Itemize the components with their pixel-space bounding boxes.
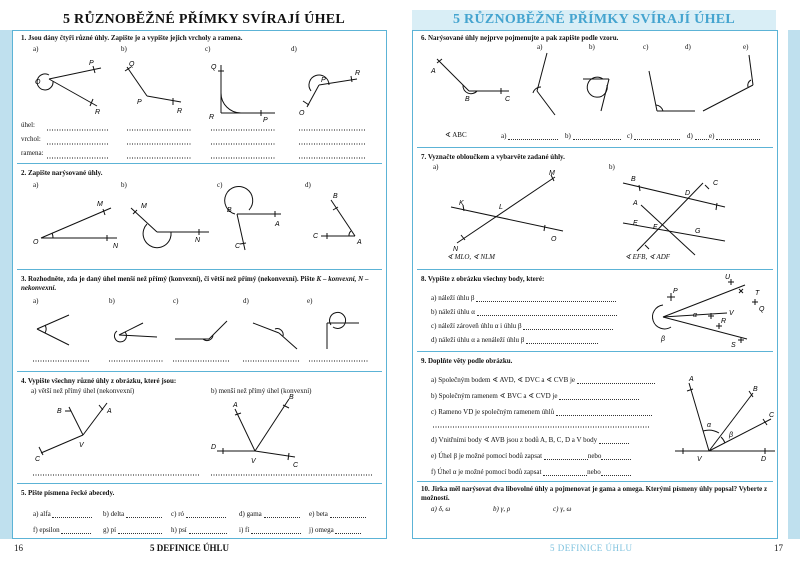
answer-blank[interactable]	[523, 321, 613, 330]
ex3-angle-a	[37, 315, 69, 345]
svg-text:β: β	[661, 336, 665, 343]
ex6-answer-letter: e)	[709, 132, 715, 140]
ex8-item-label: d) náleží úhlu α a nenáleží úhlu β	[431, 336, 525, 344]
svg-text:A: A	[689, 376, 694, 383]
ex4-part-a: a) větší než přímý úhel (nekonvexní)	[31, 387, 135, 395]
ex6-angle-a	[533, 53, 555, 115]
separator	[417, 351, 773, 352]
separator	[17, 483, 382, 484]
answer-blank[interactable]	[543, 467, 587, 476]
svg-text:M: M	[141, 203, 147, 210]
ex4-figure-b	[217, 399, 295, 460]
svg-text:Q: Q	[129, 61, 135, 68]
svg-text:P: P	[321, 77, 326, 84]
svg-text:V: V	[697, 456, 702, 463]
greek-label: d) gama	[239, 510, 262, 518]
ex4-answer-lines[interactable]	[13, 473, 386, 483]
greek-label: e) beta	[309, 510, 328, 518]
ex10-option[interactable]: c) γ, ω	[553, 505, 572, 513]
answer-blank[interactable]	[601, 467, 631, 476]
exercise-3	[21, 275, 378, 293]
greek-label: c) ró	[171, 510, 185, 518]
left-header: 5 RŮZNOBĚŽNÉ PŘÍMKY SVÍRAJÍ ÚHEL	[62, 12, 346, 27]
svg-text:D: D	[211, 444, 217, 451]
ex6-answer-letter: a)	[501, 132, 507, 140]
ex10-option[interactable]: b) γ, ρ	[493, 505, 511, 513]
exercise-2	[21, 169, 378, 178]
svg-text:T: T	[755, 290, 760, 297]
greek-item[interactable]	[309, 525, 361, 534]
answer-blank[interactable]	[52, 509, 92, 518]
ex9-item-label: c) Rameno VD je společným ramenem úhlů	[431, 408, 555, 416]
answer-blank[interactable]	[335, 525, 361, 534]
ex6-angle-c	[649, 71, 695, 111]
ex1-letter-c: c)	[205, 45, 211, 53]
ex3-letter-c: c)	[173, 297, 179, 305]
svg-text:O: O	[299, 110, 305, 117]
greek-item[interactable]	[33, 525, 91, 534]
exercise-9-title: 9. Doplňte věty podle obrázku.	[421, 357, 513, 365]
svg-text:B: B	[465, 96, 470, 103]
ex1-row-label: úhel:	[21, 121, 35, 129]
answer-blank[interactable]	[556, 407, 652, 416]
ex9-nebo: nebo	[587, 452, 602, 460]
svg-text:B: B	[227, 207, 232, 214]
ex8-item-label: a) náleží úhlu β	[431, 294, 475, 302]
exercise-4-title: 4. Vypište všechny různé úhly z obrázku, které jsou:	[21, 377, 177, 385]
greek-label: g) pí	[103, 526, 117, 534]
separator	[417, 269, 773, 270]
greek-item[interactable]	[239, 509, 300, 518]
separator	[17, 163, 382, 164]
ex2-letter-a: a)	[33, 181, 39, 189]
svg-text:E: E	[633, 220, 638, 227]
svg-text:R: R	[95, 109, 101, 116]
answer-blank[interactable]	[544, 451, 588, 460]
ex6-answer-letter: c)	[627, 132, 633, 140]
svg-text:A: A	[107, 408, 112, 415]
answer-blank[interactable]	[508, 131, 558, 140]
ex1-figures	[13, 51, 386, 131]
answer-blank[interactable]	[695, 131, 709, 140]
greek-label: h) psí	[171, 526, 187, 534]
ex2-angle-d	[321, 200, 355, 239]
exercise-5-title: 5. Pište písmena řecké abecedy.	[21, 489, 115, 497]
svg-text:O: O	[35, 79, 41, 86]
greek-label: a) alfa	[33, 510, 51, 518]
ex10-option[interactable]: a) δ, ω	[431, 505, 451, 513]
svg-text:B: B	[57, 408, 62, 415]
svg-text:C: C	[713, 180, 719, 187]
svg-text:M: M	[97, 201, 103, 208]
svg-text:N: N	[195, 237, 201, 244]
ex1-angle-a	[37, 66, 101, 106]
ex8-item[interactable]	[431, 307, 617, 316]
ex4-figure-a	[39, 403, 107, 455]
exercise-10	[421, 485, 769, 503]
ex3-angle-d	[253, 323, 297, 349]
ex1-row-label: vrchol:	[21, 135, 41, 143]
ex6-answer[interactable]	[565, 131, 621, 140]
ex6-letter-e: e)	[743, 43, 749, 51]
left-page-number: 16	[14, 543, 23, 553]
svg-text:S: S	[731, 342, 736, 349]
answer-blank[interactable]	[599, 435, 629, 444]
ex9-item[interactable]	[431, 407, 652, 416]
ex1-row-label: ramena:	[21, 149, 44, 157]
exercise-5	[21, 489, 378, 498]
greek-item[interactable]	[171, 525, 227, 534]
greek-item[interactable]	[171, 509, 226, 518]
svg-text:P: P	[263, 117, 268, 124]
answer-blank[interactable]	[559, 391, 639, 400]
greek-label: b) delta	[103, 510, 125, 518]
left-margin-band	[0, 30, 12, 539]
ex1-angle-b	[125, 67, 181, 105]
answer-blank[interactable]	[126, 509, 162, 518]
ex3-title-k: K – konvexní,	[316, 275, 357, 283]
svg-text:C: C	[505, 96, 511, 103]
answer-blank[interactable]	[118, 525, 162, 534]
svg-text:A: A	[633, 200, 638, 207]
svg-text:V: V	[251, 458, 256, 465]
ex2-letter-d: d)	[305, 181, 311, 189]
ex9-item[interactable]	[431, 451, 631, 460]
answer-blank[interactable]	[189, 525, 227, 534]
ex6-example-label: ∢ ABC	[445, 131, 467, 139]
ex6-figures	[413, 49, 777, 129]
svg-text:R: R	[721, 318, 727, 325]
svg-text:D: D	[685, 190, 691, 197]
svg-text:D: D	[761, 456, 767, 463]
answer-blank[interactable]	[601, 451, 631, 460]
ex8-item[interactable]	[431, 293, 616, 302]
svg-text:A: A	[431, 68, 436, 75]
ex6-letter-b: b)	[589, 43, 595, 51]
ex6-answer-letter: d)	[687, 132, 693, 140]
svg-text:P: P	[89, 60, 94, 67]
ex8-item-label: c) náleží zároveň úhlu α i úhlu β	[431, 322, 522, 330]
ex6-letter-a: a)	[537, 43, 543, 51]
exercise-2-title: 2. Zapište narýsované úhly.	[21, 169, 103, 177]
svg-text:C: C	[313, 233, 319, 240]
svg-text:R: R	[177, 108, 183, 115]
exercise-8-title: 8. Vypište z obrázku všechny body, které:	[421, 275, 545, 283]
ex3-angle-e	[327, 312, 359, 349]
answer-blank[interactable]	[634, 131, 680, 140]
svg-text:C: C	[35, 456, 41, 463]
ex3-angle-b	[114, 323, 157, 342]
ex3-title-n: N – nekonvexní.	[21, 275, 369, 292]
ex7-letter-b: b)	[609, 163, 615, 171]
exercise-9	[421, 357, 769, 366]
ex6-answer[interactable]	[687, 131, 709, 140]
svg-text:Q: Q	[759, 306, 765, 313]
exercise-10-title: 10. Jirka měl narýsovat dva libovolné úhly a pojmenovat je gama a omega. Kterými písmeny úhly popsal? Vyberte z možností.	[421, 485, 768, 502]
svg-text:B: B	[333, 193, 338, 200]
ex9-item[interactable]	[431, 391, 639, 400]
ex6-letter-c: c)	[643, 43, 649, 51]
ex3-letter-a: a)	[33, 297, 39, 305]
right-page-number: 17	[774, 543, 783, 553]
ex9-item-label: e) Úhel β je možné pomocí bodů zapsat	[431, 452, 543, 460]
svg-text:B: B	[289, 394, 294, 401]
ex6-answer[interactable]	[627, 131, 680, 140]
svg-text:N: N	[453, 246, 459, 253]
greek-item[interactable]	[103, 509, 162, 518]
ex7-caption-a: ∢ MLO, ∢ NLM	[447, 253, 495, 261]
ex2-angle-c	[225, 187, 281, 250]
svg-text:V: V	[79, 442, 84, 449]
right-margin-band	[788, 30, 800, 539]
svg-text:P: P	[673, 288, 678, 295]
answer-blank[interactable]	[477, 307, 617, 316]
ex3-letter-e: e)	[307, 297, 313, 305]
greek-item[interactable]	[33, 509, 92, 518]
ex9-item-label: f) Úhel α je možné pomocí bodů zapsat	[431, 468, 542, 476]
ex3-letter-d: d)	[243, 297, 249, 305]
left-frame	[12, 30, 387, 539]
svg-text:β: β	[729, 432, 733, 439]
svg-text:L: L	[499, 204, 503, 211]
ex1-answer-lines[interactable]	[13, 121, 386, 161]
ex4-part-b: b) menší než přímý úhel (konvexní)	[211, 387, 312, 395]
svg-text:M: M	[549, 170, 555, 177]
ex9-item-label: b) Společným ramenem ∢ BVC a ∢ CVD je	[431, 392, 558, 400]
exercise-6	[421, 34, 769, 43]
separator	[417, 481, 773, 482]
right-footer: 5 DEFINICE ÚHLU	[550, 543, 633, 553]
svg-text:C: C	[235, 243, 241, 250]
exercise-4	[21, 377, 378, 386]
ex3-angle-c	[175, 321, 227, 341]
svg-text:C: C	[769, 412, 775, 419]
ex6-angle-b	[583, 77, 609, 111]
svg-text:O: O	[33, 239, 39, 246]
exercise-7-title: 7. Vyznačte obloučkem a vybarvěte zadané úhly.	[421, 153, 565, 161]
left-footer: 5 DEFINICE ÚHLU	[150, 543, 230, 553]
ex9-item-label: d) Vnitřními body ∢ AVB jsou z bodů A, B, C, D a V body	[431, 436, 598, 444]
ex3-figures	[13, 301, 386, 361]
ex9-item-label: a) Společným bodem ∢ AVD, ∢ DVC a ∢ CVB je	[431, 376, 576, 384]
svg-text:A: A	[357, 239, 362, 246]
ex6-angle-d	[703, 55, 753, 111]
exercise-6-title: 6. Narýsované úhly nejprve pojmenujte a pak zapište podle vzoru.	[421, 34, 619, 42]
svg-text:α: α	[693, 312, 697, 319]
ex1-letter-a: a)	[33, 45, 39, 53]
ex7-figure-a	[451, 175, 563, 243]
ex9-item[interactable]	[431, 467, 631, 476]
answer-blank[interactable]	[577, 375, 655, 384]
ex3-letter-b: b)	[109, 297, 115, 305]
ex2-letter-b: b)	[121, 181, 127, 189]
answer-blank[interactable]	[476, 293, 616, 302]
ex8-figure	[655, 275, 775, 355]
greek-item[interactable]	[239, 525, 301, 534]
svg-text:B: B	[631, 176, 636, 183]
separator	[17, 269, 382, 270]
ex6-answer[interactable]	[709, 131, 760, 140]
svg-text:N: N	[113, 243, 119, 250]
svg-text:R: R	[355, 70, 361, 77]
ex2-angle-a	[41, 208, 117, 241]
ex9-item[interactable]	[431, 435, 629, 444]
ex6-answer-letter: b)	[565, 132, 571, 140]
svg-text:A: A	[233, 402, 238, 409]
svg-text:F: F	[653, 224, 658, 231]
ex7-letter-a: a)	[433, 163, 439, 171]
ex4-figures	[13, 391, 386, 471]
exercise-1-title: 1. Jsou dány čtyři různé úhly. Zapište je a vypište jejich vrcholy a ramena.	[21, 34, 243, 42]
svg-text:A: A	[275, 221, 280, 228]
ex1-angle-c	[218, 65, 275, 116]
greek-label: j) omega	[309, 526, 334, 534]
greek-label: f) epsilon	[33, 526, 60, 534]
ex1-letter-d: d)	[291, 45, 297, 53]
answer-blank[interactable]	[264, 509, 300, 518]
greek-label: i) fí	[239, 526, 250, 534]
right-header: 5 RŮZNOBĚŽNÉ PŘÍMKY SVÍRAJÍ ÚHEL	[412, 10, 776, 30]
ex3-answer-lines[interactable]	[13, 357, 386, 367]
answer-blank[interactable]	[330, 509, 366, 518]
ex1-letter-b: b)	[121, 45, 127, 53]
ex2-figures	[13, 186, 386, 266]
ex6-example-angle	[437, 59, 509, 94]
svg-text:O: O	[551, 236, 557, 243]
right-page	[400, 0, 800, 567]
exercise-3-title	[21, 275, 378, 293]
ex7-figure-b	[623, 183, 725, 255]
svg-text:R: R	[209, 114, 215, 121]
ex8-item[interactable]	[431, 321, 613, 330]
separator	[417, 147, 773, 148]
svg-text:C: C	[293, 462, 299, 469]
svg-text:K: K	[459, 200, 464, 207]
answer-blank[interactable]	[251, 525, 301, 534]
ex7-figures	[413, 165, 777, 255]
svg-text:B: B	[753, 386, 758, 393]
ex8-item-label: b) náleží úhlu α	[431, 308, 475, 316]
exercise-7	[421, 153, 769, 162]
ex9-item[interactable]	[431, 375, 655, 384]
svg-text:G: G	[695, 228, 701, 235]
greek-item[interactable]	[103, 525, 162, 534]
svg-text:P: P	[137, 99, 142, 106]
ex3-title-main: 3. Rozhodněte, zda je daný úhel menší než přímý (konvexní), či větší než přímý (nekonvexní). Pište	[21, 275, 317, 283]
answer-blank[interactable]	[716, 131, 760, 140]
answer-blank[interactable]	[61, 525, 91, 534]
ex6-answer[interactable]	[501, 131, 558, 140]
right-frame	[412, 30, 778, 539]
svg-text:Q: Q	[211, 64, 217, 71]
ex1-angle-d	[303, 75, 357, 107]
ex2-letter-c: c)	[217, 181, 223, 189]
svg-text:U: U	[725, 274, 731, 281]
ex9-nebo: nebo	[587, 468, 601, 476]
ex7-caption-b: ∢ EFB, ∢ ADF	[625, 253, 671, 261]
svg-text:α: α	[707, 422, 711, 429]
answer-blank[interactable]	[526, 335, 598, 344]
exercise-1	[21, 34, 378, 43]
answer-blank[interactable]	[186, 509, 226, 518]
ex9-figure	[665, 375, 775, 465]
svg-text:V: V	[729, 310, 734, 317]
separator	[17, 371, 382, 372]
ex6-letter-d: d)	[685, 43, 691, 51]
answer-blank[interactable]	[573, 131, 621, 140]
greek-item[interactable]	[309, 509, 366, 518]
ex8-item[interactable]	[431, 335, 598, 344]
